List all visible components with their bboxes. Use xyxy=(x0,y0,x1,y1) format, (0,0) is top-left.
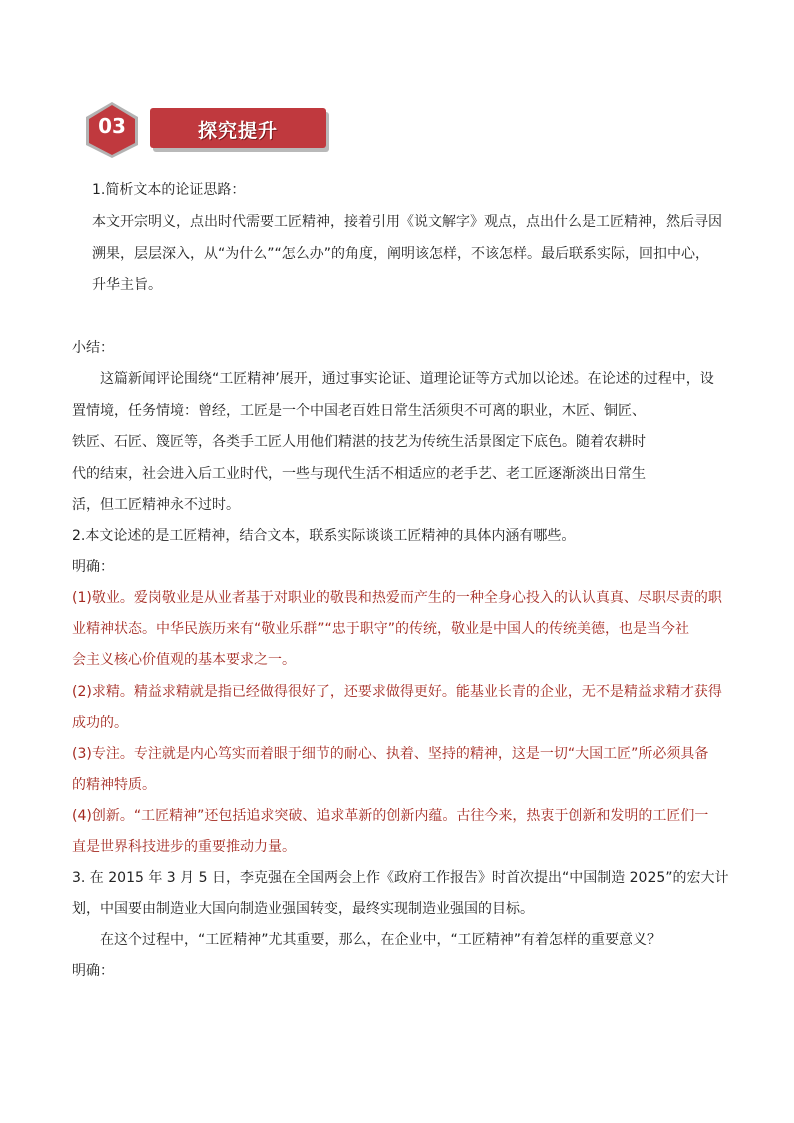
q3-line: 3. 在 2015 年 3 月 5 日，李克强在全国两会上作《政府工作报告》时首次提出“中国制造 2025”的宏大计 xyxy=(72,870,729,886)
summary-line: 这篇新闻评论围绕“工匠精神’展开，通过事实论证、道理论证等方式加以论述。在论述的过程中，设 xyxy=(100,371,714,387)
summary-line: 代的结束，社会进入后工业时代，一些与现代生活不相适应的老手艺、老工匠逐渐淡出日常生 xyxy=(72,466,646,482)
summary-line: 活，但工匠精神永不过时。 xyxy=(72,497,240,513)
q3-line: 划，中国要由制造业大国向制造业强国转变，最终实现制造业强国的目标。 xyxy=(72,901,534,917)
q2-point-line: 会主义核心价值观的基本要求之一。 xyxy=(72,652,296,668)
summary-line: 置情境，任务情境：曾经，工匠是一个中国老百姓日常生活须臾不可离的职业，木匠、铜匠、 xyxy=(72,403,646,419)
summary-line: 铁匠、石匠、篾匠等，各类手工匠人用他们精湛的技艺为传统生活景图定下底色。随着农耕时 xyxy=(72,434,646,450)
q1-line: 溯果，层层深入，从“为什么”“怎么办”的角度，阐明该怎样，不该怎样。最后联系实际，回扣中心， xyxy=(92,246,710,262)
section-title-bar xyxy=(150,108,326,148)
q2-point-line: (2)求精。精益求精就是指已经做得很好了，还要求做得更好。能基业长青的企业，无不是精益求精才获得 xyxy=(72,684,722,700)
q2-heading: 2.本文论述的是工匠精神，结合文本，联系实际谈谈工匠精神的具体内涵有哪些。 xyxy=(72,528,576,544)
q2-point-line: (1)敬业。爱岗敬业是从业者基于对职业的敬畏和热爱而产生的一种全身心投入的认认真真、尽职尽责的职 xyxy=(72,590,722,606)
q3-answer-label: 明确： xyxy=(72,963,114,979)
q1-line: 本文开宗明义，点出时代需要工匠精神，接着引用《说文解字》观点，点出什么是工匠精神，然后寻因 xyxy=(92,214,722,230)
section-number: 03 xyxy=(98,114,126,138)
section-title: 探究提升 xyxy=(197,120,278,142)
q2-point-line: (3)专注。专注就是内心笃实而着眼于细节的耐心、执着、坚持的精神，这是一切“大国工匠”所必须具备 xyxy=(72,746,709,762)
q1-line: 升华主旨。 xyxy=(92,277,162,293)
q2-point-line: 成功的。 xyxy=(72,715,128,731)
q2-answer-label: 明确： xyxy=(72,559,114,575)
summary-heading: 小结： xyxy=(72,340,114,356)
q2-point-line: 直是世界科技进步的重要推动力量。 xyxy=(72,839,296,855)
q2-point-line: 业精神状态。中华民族历来有“敬业乐群”“忠于职守”的传统，敬业是中国人的传统美德，也是当今社 xyxy=(72,621,690,637)
q2-point-line: 的精神特质。 xyxy=(72,777,156,793)
q1-heading: 1.简析文本的论证思路： xyxy=(92,182,246,198)
q3-line: 在这个过程中，“工匠精神”尤其重要，那么，在企业中，“工匠精神”有着怎样的重要意义？ xyxy=(100,932,662,948)
q2-point-line: (4)创新。“工匠精神”还包括追求突破、追求革新的创新内蕴。古往今来，热衷于创新和发明的工匠们一 xyxy=(72,808,709,824)
